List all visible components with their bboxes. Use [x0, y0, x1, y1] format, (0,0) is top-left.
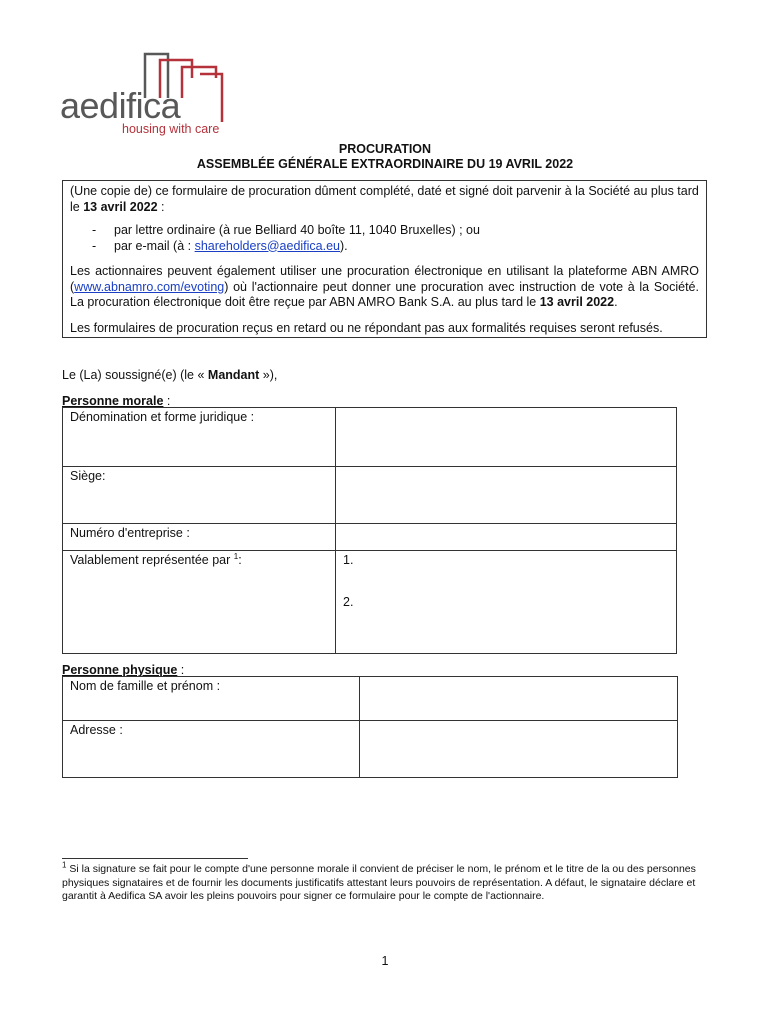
- representative-1: 1.: [343, 553, 354, 567]
- evoting-link[interactable]: www.abnamro.com/evoting: [74, 279, 225, 294]
- submission-methods-list: [70, 223, 699, 254]
- page-number: 1: [381, 954, 389, 968]
- representee-field[interactable]: [336, 551, 677, 654]
- logo-tagline: housing with care: [122, 122, 220, 136]
- instructions-paragraph-1: (Une copie de) ce formulaire de procuration dûment complété, daté et signé doit parvenir à la Société au plus tard le 13 avril 2022 :: [70, 184, 699, 214]
- table-row: [63, 721, 678, 778]
- personne-morale-table: [62, 407, 677, 654]
- page-title: PROCURATION: [338, 142, 432, 156]
- representee-label: Valablement représentée par $^1$:: [63, 551, 336, 654]
- siege-label: Siège:: [63, 467, 336, 524]
- deadline-date: 13 avril 2022: [83, 199, 158, 214]
- aedifica-logo: [60, 50, 230, 140]
- numero-entreprise-label: Numéro d'entreprise :: [63, 524, 336, 551]
- footnote-marker: 1: [62, 860, 67, 870]
- nom-prenom-field[interactable]: [360, 677, 678, 721]
- section-heading-personne-morale: Personne morale :: [62, 394, 171, 408]
- personne-physique-table: [62, 676, 678, 778]
- instructions-box: [62, 180, 707, 338]
- footnote: $^1$ Si la signature se fait pour le compte d'une personne morale il convient de préciser le nom, le prénom et le titre de la ou des personnes physiques signataires et de fournir les documents justificatifs attestant leurs pouvoirs de représentation. A défaut, le signataire déclare et garantit à Aedifica SA avoir les pleins pouvoirs pour signer ce formulaire pour le compte de l'actionnaire.: [62, 860, 696, 902]
- representative-2: 2.: [343, 595, 354, 609]
- logo-wordmark: aedifica: [60, 85, 181, 126]
- adresse-label: Adresse :: [63, 721, 360, 778]
- nom-prenom-label: Nom de famille et prénom :: [63, 677, 360, 721]
- siege-field[interactable]: [336, 467, 677, 524]
- page-subtitle: ASSEMBLÉE GÉNÉRALE EXTRAORDINAIRE DU 19 AVRIL 2022: [196, 157, 574, 171]
- list-item: - par lettre ordinaire (à rue Belliard 40 boîte 11, 1040 Bruxelles) ; ou: [92, 223, 699, 239]
- table-row: [63, 551, 677, 654]
- table-row: [63, 677, 678, 721]
- mandant-intro: Le (La) soussigné(e) (le « Mandant »),: [62, 368, 278, 382]
- section-heading-personne-physique: Personne physique :: [62, 663, 185, 677]
- list-item: - par e-mail (à : shareholders@aedifica.eu).: [92, 239, 699, 255]
- denomination-field[interactable]: [336, 408, 677, 467]
- footnote-ref: 1: [233, 551, 239, 561]
- table-row: [63, 467, 677, 524]
- table-row: [63, 524, 677, 551]
- numero-entreprise-field[interactable]: [336, 524, 677, 551]
- table-row: [63, 408, 677, 467]
- adresse-field[interactable]: [360, 721, 678, 778]
- footnote-divider: [62, 858, 248, 859]
- deadline-date: 13 avril 2022: [539, 295, 615, 309]
- instructions-paragraph-3: Les formulaires de procuration reçus en retard ou ne répondant pas aux formalités requises seront refusés.: [70, 320, 663, 335]
- denomination-label: Dénomination et forme juridique :: [63, 408, 336, 467]
- instructions-paragraph-2: Les actionnaires peuvent également utiliser une procuration électronique en utilisant la plateforme ABN AMRO (www.abnamro.com/evoting) où l'actionnaire peut donner une procuration avec instruction de vote à la Société. La procuration électronique doit être reçue par ABN AMRO Bank S.A. au plus tard le 13 avril 2022.: [70, 264, 699, 309]
- email-link[interactable]: shareholders@aedifica.eu: [194, 238, 341, 253]
